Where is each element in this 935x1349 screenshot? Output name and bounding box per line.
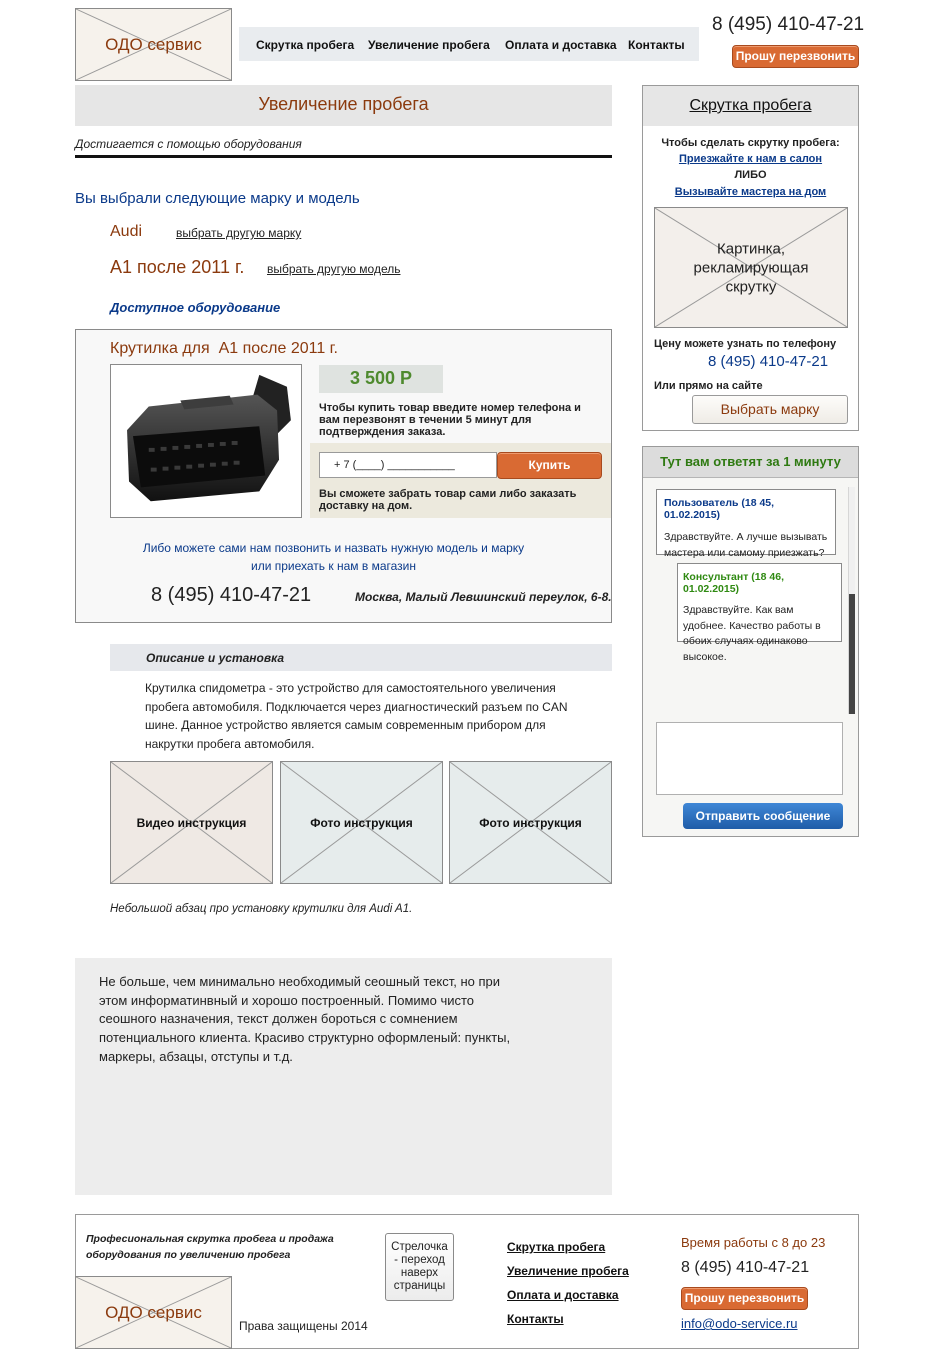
scroll-top-label: Стрелочка - переход наверх страницы	[391, 1241, 448, 1292]
footer-link-payment[interactable]: Оплата и доставка	[507, 1288, 619, 1302]
choose-brand-button[interactable]: Выбрать марку	[692, 395, 848, 424]
header-logo[interactable]	[75, 8, 232, 81]
footer-link-increase[interactable]: Увеличение пробега	[507, 1264, 629, 1278]
footer-tagline: Професиональная скрутка пробега и продажа оборудования по увеличению пробега	[86, 1233, 334, 1261]
video-instruction-label: Видео инструкция	[136, 815, 247, 830]
header-logo-text: ОДО сервис	[105, 34, 202, 54]
sidebar-promo-title[interactable]: Скрутка пробега	[689, 97, 812, 114]
call-us-line1: Либо можете сами нам позвонить и назвать нужную модель и марку	[142, 541, 525, 555]
chat-message-consultant-author: Консультант (18 46, 01.02.2015)	[683, 571, 784, 595]
nav-item-rollback[interactable]: Скрутка пробега	[256, 38, 355, 52]
video-instruction[interactable]	[110, 761, 273, 884]
sidebar-promo-intro: Чтобы сделать скрутку пробега:	[661, 137, 840, 149]
nav-item-payment[interactable]: Оплата и доставка	[505, 38, 617, 52]
installation-note: Небольшой абзац про установку крутилки для Audi A1.	[110, 903, 413, 915]
product-image	[110, 364, 302, 518]
product-title: Крутилка для A1 после 2011 г.	[110, 340, 338, 357]
scroll-top-button[interactable]	[385, 1233, 454, 1301]
nav-item-increase[interactable]: Увеличение пробега	[368, 38, 490, 52]
send-message-button[interactable]: Отправить сообщение	[683, 803, 843, 829]
footer-link-rollback[interactable]: Скрутка пробега	[507, 1240, 606, 1254]
chat-message-consultant-text: Здравствуйте. Как вам удобнее. Качество работы в обоих случаях одинаково высокое.	[683, 604, 821, 663]
chat-input[interactable]	[656, 722, 843, 795]
description-heading: Описание и установка	[146, 651, 285, 665]
equipment-heading: Доступное оборудование	[110, 300, 281, 315]
footer-callback-button[interactable]: Прошу перезвонить	[681, 1287, 808, 1310]
photo-instruction-1[interactable]	[280, 761, 443, 884]
seo-text: Не больше, чем минимально необходимый сеошный текст, но при этом информатинвный и хорошо построенный. Помимо чисто сеошного назначения, текст должен бороться с сомнением потенциального клиента. Красиво структурно оформленый: пункты, маркеры, абзацы, отступы и т.д.	[99, 974, 511, 1064]
page-title: Увеличение пробега	[258, 94, 429, 114]
chat-scrollbar-thumb[interactable]	[849, 594, 855, 714]
obd-connector-image	[111, 365, 301, 517]
sidebar-phone: 8 (495) 410-47-21	[708, 353, 829, 370]
footer-hours: Время работы с 8 до 23	[681, 1235, 826, 1250]
chat-message-user-author: Пользователь (18 45, 01.02.2015)	[664, 497, 775, 521]
footer-email[interactable]: info@odo-service.ru	[681, 1316, 798, 1331]
description-text: Крутилка спидометра - это устройство для самостоятельного увеличения пробега автомобиля. Подключается через диагностический разъем по CAN шине. Данное устройство является самым современным прибором для накрутки пробега автомобиля.	[145, 681, 568, 752]
title-divider	[75, 155, 612, 158]
call-master-link[interactable]: Вызывайте мастера на дом	[674, 186, 827, 198]
photo-instruction-1-label: Фото инструкция	[310, 815, 413, 830]
phone-input[interactable]: + 7 (____) ___________	[319, 452, 497, 478]
nav-item-contacts[interactable]: Контакты	[628, 38, 685, 52]
call-us-line2: или приехать к нам в магазин	[251, 559, 416, 573]
store-address: Москва, Малый Левшинский переулок, 6-8.	[355, 590, 612, 604]
chat-title: Тут вам ответят за 1 минуту	[660, 454, 841, 469]
photo-instruction-2-label: Фото инструкция	[479, 815, 582, 830]
buy-button[interactable]: Купить	[497, 452, 602, 479]
change-brand-link[interactable]: выбрать другую марку	[176, 226, 302, 240]
footer-copyright: Права защищены 2014	[239, 1319, 368, 1333]
chat-message-user-text: Здравствуйте. А лучше вызывать мастера или самому приезжать?	[664, 531, 828, 559]
product-phone: 8 (495) 410-47-21	[151, 584, 312, 606]
header-callback-button[interactable]: Прошу перезвонить	[732, 45, 859, 68]
header-phone: 8 (495) 410-47-21	[712, 14, 865, 35]
selection-heading: Вы выбрали следующие марку и модель	[75, 190, 360, 207]
selected-model: A1 после 2011 г.	[110, 257, 245, 277]
sidebar-site-text: Или прямо на сайте	[654, 380, 763, 392]
chat-message-consultant	[677, 563, 842, 663]
selected-brand: Audi	[110, 223, 143, 240]
sidebar-promo-image-label: Картинка, рекламирующая скрутку	[693, 240, 809, 295]
visit-salon-link[interactable]: Приезжайте к нам в салон	[678, 153, 823, 165]
change-model-link[interactable]: выбрать другую модель	[267, 262, 401, 276]
pickup-info: Вы сможете забрать товар сами либо заказать доставку на дом.	[319, 488, 577, 512]
sidebar-promo-image[interactable]	[654, 207, 848, 328]
product-buy-info: Чтобы купить товар введите номер телефона и вам перезвонят в течении 5 минут для подтверждения заказа.	[319, 402, 581, 438]
page-subtitle: Достигается с помощью оборудования	[75, 137, 302, 151]
footer-logo[interactable]	[75, 1276, 232, 1349]
product-price: 3 500 Р	[349, 368, 413, 388]
chat-message-user	[656, 489, 836, 559]
footer-phone: 8 (495) 410-47-21	[681, 1259, 810, 1276]
photo-instruction-2[interactable]	[449, 761, 612, 884]
sidebar-or: ЛИБО	[734, 169, 767, 181]
footer-link-contacts[interactable]: Контакты	[507, 1312, 564, 1326]
sidebar-price-text: Цену можете узнать по телефону	[654, 338, 837, 350]
footer-logo-text: ОДО сервис	[105, 1302, 202, 1322]
